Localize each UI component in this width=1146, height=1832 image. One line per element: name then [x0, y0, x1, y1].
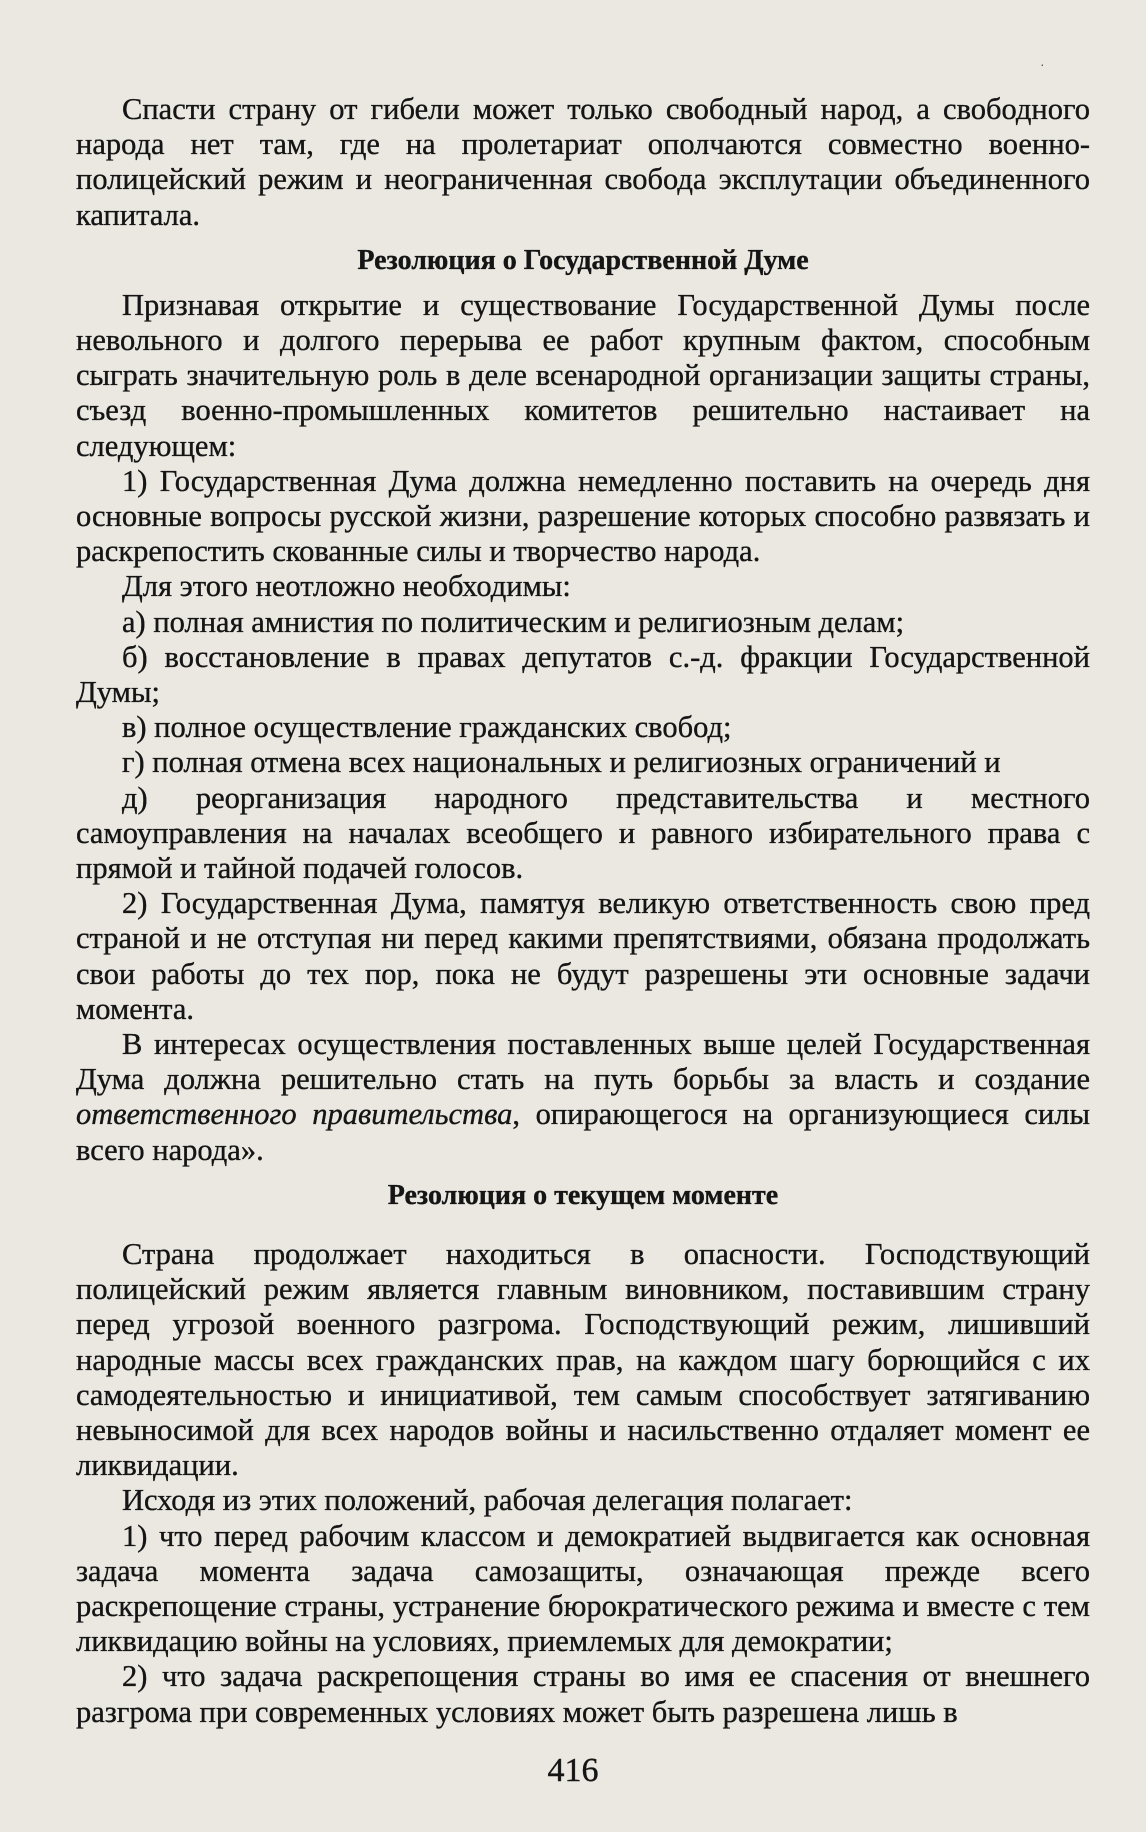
list-item-g: г) полная отмена всех национальных и религиозных ограничений и: [122, 745, 1001, 780]
page-body: [76, 92, 1090, 1730]
heading-state-duma-resolution: Резолюция о Государственной Думе: [357, 244, 809, 276]
heading-current-moment-resolution: Резолюция о текущем моменте: [387, 1179, 779, 1211]
final-text-emphasis: ответственного правительства: [76, 1097, 513, 1132]
paragraph-moment-premise: Исходя из этих положений, рабочая делегация полагает:: [122, 1483, 853, 1518]
final-text-after: , опирающегося на организующиеся силы всего народа».: [76, 1097, 1090, 1167]
paragraph-moment-point-2: 2) что задача раскрепощения страны во имя ее спасения от внешнего разгрома при современных условиях может быть разрешена лишь в: [76, 1659, 1090, 1729]
list-item-v: в) полное осуществление гражданских свобод;: [122, 710, 732, 745]
margin-dot: ·: [1040, 56, 1045, 72]
paragraph-duma-need: Для этого неотложно необходимы:: [122, 569, 571, 604]
list-item-a: а) полная амнистия по политическим и религиозным делам;: [122, 604, 905, 639]
paragraph-intro: Спасти страну от гибели может только свободный народ, а свободного народа нет там, где на пролетариат ополчаются совместно военно-полицейский режим и неограниченная свобода эксплутации объединенного капитала.: [76, 92, 1090, 232]
paragraph-duma-final: [76, 1027, 1090, 1168]
paragraph-moment-point-1: 1) что перед рабочим классом и демократией выдвигается как основная задача момента задача самозащиты, означающая прежде всего раскрепощение страны, устранение бюрократического режима и вместе с тем ликвидацию войны на условиях, приемлемых для демократии;: [76, 1518, 1090, 1659]
page-number: 416: [547, 1752, 599, 1789]
paragraph-duma-point-2: 2) Государственная Дума, памятуя великую ответственность свою пред страной и не отступая ни перед какими препятствиями, обязана продолжать свои работы до тех пор, пока не будут разрешены эти основные задачи момента.: [76, 886, 1090, 1026]
list-item-d: д) реорганизация народного представительства и местного самоуправления на началах всеобщего и равного избирательного права с прямой и тайной подачей голосов.: [76, 780, 1090, 886]
final-text-before: В интересах осуществления поставленных выше целей Государственная Дума должна решительно стать на путь борьбы за власть и создание: [76, 1027, 1090, 1097]
paragraph-duma-point-1: 1) Государственная Дума должна немедленно поставить на очередь дня основные вопросы русской жизни, разрешение которых способно развязать и раскрепостить скованные силы и творчество народа.: [76, 463, 1090, 569]
paragraph-duma-intro: Признавая открытие и существование Государственной Думы после невольного и долгого перерыва ее работ крупным фактом, способным сыграть значительную роль в деле всенародной организации защиты страны, съезд военно-промышленных комитетов решительно настаивает на следующем:: [76, 287, 1090, 463]
paragraph-moment-intro: Страна продолжает находиться в опасности. Господствующий полицейский режим является главным виновником, поставившим страну перед угрозой военного разгрома. Господствующий режим, лишивший народные массы всех гражданских прав, на каждом шагу борющийся с их самодеятельностью и инициативой, тем самым способствует затягиванию невыносимой для всех народов войны и насильственно отдаляет момент ее ликвидации.: [76, 1236, 1090, 1483]
list-item-b: б) восстановление в правах депутатов с.-д. фракции Государственной Думы;: [76, 639, 1090, 710]
